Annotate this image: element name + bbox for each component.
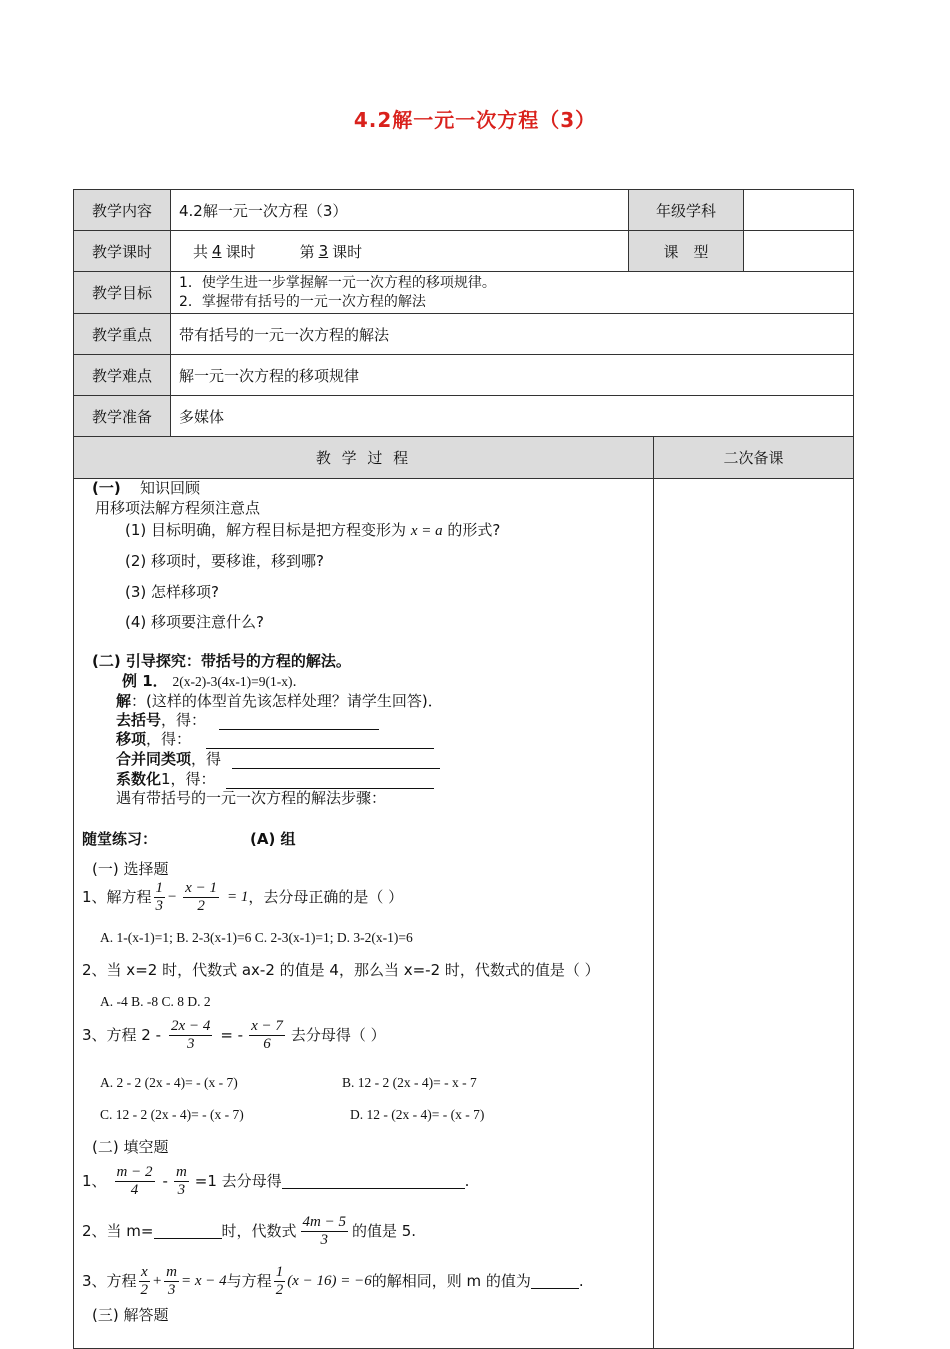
- f3-equation-2: (x − 16) = −6: [287, 1273, 372, 1289]
- hours-value: [171, 231, 628, 271]
- answer-blank[interactable]: [282, 1174, 465, 1189]
- goal-list: [171, 272, 853, 313]
- choice-question-2: 2、当 x=2 时，代数式 ax-2 的值是 4，那么当 x=-2 时，代数式的值是（ ）: [82, 961, 600, 979]
- answer-section-title: (三) 解答题: [92, 1306, 169, 1324]
- focus-label: 教学重点: [74, 314, 171, 354]
- solution-line: [116, 691, 443, 711]
- numerator: m: [166, 1263, 178, 1280]
- f3-plus: +: [152, 1273, 163, 1289]
- answer-blank[interactable]: [531, 1274, 579, 1289]
- hours-total-suffix: 课时: [225, 242, 256, 261]
- answer-blank[interactable]: [226, 774, 434, 789]
- numerator: 1: [155, 879, 164, 896]
- numerator: 4m − 5: [302, 1213, 346, 1230]
- step-coefficient: [116, 769, 434, 789]
- row-content: [74, 190, 853, 231]
- denominator: 6: [263, 1035, 271, 1052]
- fill-question-2: [82, 1211, 416, 1251]
- f3-suffix: 的解相同，则 m 的值为: [371, 1272, 531, 1290]
- f1-end: .: [464, 1172, 470, 1190]
- difficulty-value: 解一元一次方程的移项规律: [179, 366, 360, 385]
- q1-equals: = 1: [226, 889, 249, 905]
- f1-suffix: =1 去分母得: [194, 1172, 282, 1190]
- review-question-3: (3) 怎样移项?: [125, 583, 219, 601]
- solution-label: 解: [116, 692, 132, 710]
- numerator: x − 7: [251, 1017, 283, 1034]
- answer-blank[interactable]: [206, 734, 434, 749]
- f3-middle: 与方程: [226, 1272, 272, 1290]
- hours-current-suffix: 课时: [332, 242, 363, 261]
- step-4-label: 系数化: [116, 770, 162, 788]
- second-prep-header: 二次备课: [723, 449, 784, 467]
- hours-total-prefix: 共: [193, 242, 209, 261]
- grade-value: [743, 190, 853, 230]
- f2-suffix: 的值是 5.: [351, 1222, 417, 1240]
- f1-minus: -: [162, 1172, 168, 1190]
- row-goals: [74, 272, 853, 314]
- solution-text: ：(这样的体型首先该怎样处理？请学生回答)．: [131, 692, 443, 710]
- difficulty-label: 教学难点: [74, 355, 171, 395]
- focus-value: 带有括号的一元一次方程的解法: [179, 325, 390, 344]
- denominator: 2: [275, 1281, 284, 1298]
- hours-current-value: 3: [318, 242, 329, 260]
- review-question-1-math: x = a: [410, 523, 443, 539]
- numerator: x − 1: [185, 879, 217, 896]
- goal-item: 1．使学生进一步掌握解一元一次方程的移项规律。: [179, 274, 496, 291]
- goal-item: 2．掌握带有括号的一元一次方程的解法: [179, 293, 426, 310]
- review-question-2: (2) 移项时，要移谁，移到哪?: [125, 552, 324, 570]
- f3-equation: = x − 4: [181, 1273, 227, 1289]
- numerator: m − 2: [116, 1163, 153, 1180]
- hours-label: 教学课时: [74, 231, 171, 271]
- fill-question-1: [82, 1161, 469, 1201]
- f1-fraction-1: [115, 1164, 155, 1199]
- numerator: x: [140, 1263, 148, 1280]
- page-title: 4.2解一元一次方程（3）: [353, 108, 597, 132]
- review-question-1-end: 的形式?: [447, 521, 501, 539]
- step-transpose: [116, 729, 434, 749]
- section-1-number: (一): [92, 479, 121, 497]
- row-process-header: [74, 437, 853, 479]
- answer-blank[interactable]: [232, 754, 440, 769]
- steps-summary: 遇有带括号的一元一次方程的解法步骤：: [116, 789, 387, 807]
- step-remove-brackets: [116, 710, 379, 730]
- example-1: [122, 671, 306, 692]
- f2-prefix: 2、当 m=: [82, 1222, 154, 1240]
- choice-question-1: [82, 879, 403, 915]
- fill-section-title: (二) 填空题: [92, 1138, 169, 1156]
- row-focus: [74, 314, 853, 355]
- q1-minus: −: [167, 889, 178, 905]
- denominator: 3: [167, 1281, 176, 1298]
- numerator: 2x − 4: [171, 1017, 211, 1034]
- step-3-text: ，得: [191, 750, 222, 768]
- hours-total-value: 4: [212, 242, 222, 260]
- f1-fraction-2: [174, 1164, 189, 1199]
- q1-options: A. 1-(x-1)=1; B. 2-3(x-1)=6 C. 2-3(x-1)=1; D. 3-2(x-1)=6: [100, 930, 413, 945]
- practice-group: (A) 组: [250, 830, 296, 848]
- step-1-label: 去括号: [116, 711, 162, 729]
- content-label: 教学内容: [74, 190, 171, 230]
- row-difficulty: [74, 355, 853, 396]
- example-1-equation: 2(x-2)-3(4x-1)=9(1-x)．: [172, 674, 307, 689]
- fill-question-3: [82, 1261, 584, 1301]
- step-combine: [116, 749, 440, 769]
- section-2-title: (二) 引导探究：带括号的方程的解法。: [92, 652, 351, 670]
- f2-middle: 时，代数式: [221, 1222, 297, 1240]
- second-prep-column[interactable]: [654, 479, 853, 1349]
- process-content: [74, 479, 654, 1349]
- q3-prefix: 3、方程 2 -: [82, 1026, 162, 1044]
- hours-current-prefix: 第: [299, 242, 315, 261]
- review-question-1-text: (1) 目标明确，解方程目标是把方程变形为: [125, 521, 407, 539]
- step-2-text: ，得：: [146, 730, 192, 748]
- q3-option-d: D. 12 - (2x - 4)= - (x - 7): [350, 1107, 485, 1122]
- denominator: 3: [186, 1035, 195, 1052]
- section-1-intro: 用移项法解方程须注意点: [95, 499, 261, 517]
- grade-label: 年级学科: [628, 190, 743, 230]
- denominator: 2: [197, 897, 205, 914]
- f3-fraction-3: [274, 1264, 286, 1299]
- row-hours: [74, 231, 853, 272]
- numerator: m: [175, 1163, 187, 1180]
- q3-fraction-2: [249, 1018, 285, 1053]
- q3-suffix: 去分母得（ ）: [290, 1026, 386, 1044]
- practice-label: 随堂练习：: [82, 830, 158, 848]
- row-prep: [74, 396, 853, 437]
- f2-fraction: [301, 1214, 348, 1249]
- step-4-text: 1，得：: [161, 770, 216, 788]
- denominator: 4: [130, 1181, 139, 1198]
- review-question-1: [125, 520, 500, 541]
- q3-option-b: B. 12 - 2 (2x - 4)= - x - 7: [342, 1075, 477, 1090]
- answer-blank[interactable]: [154, 1224, 222, 1239]
- f3-fraction-2: [164, 1264, 179, 1299]
- q3-equals: = -: [220, 1026, 244, 1044]
- choice-question-3: [82, 1015, 386, 1055]
- answer-blank[interactable]: [219, 715, 379, 730]
- denominator: 3: [177, 1181, 186, 1198]
- q1-suffix: ，去分母正确的是（ ）: [248, 888, 404, 906]
- q3-option-a: A. 2 - 2 (2x - 4)= - (x - 7): [100, 1075, 238, 1090]
- f3-end: .: [578, 1272, 584, 1290]
- process-header: 教 学 过 程: [74, 437, 654, 478]
- type-label: 课 型: [628, 231, 743, 271]
- step-3-label: 合并同类项: [116, 750, 192, 768]
- denominator: 3: [155, 897, 164, 914]
- review-question-4: (4) 移项要注意什么?: [125, 613, 264, 631]
- denominator: 2: [140, 1281, 149, 1298]
- step-2-label: 移项: [116, 730, 147, 748]
- goal-label: 教学目标: [74, 272, 171, 313]
- numerator: 1: [275, 1263, 284, 1280]
- f3-prefix: 3、方程: [82, 1272, 137, 1290]
- q1-prefix: 1、解方程: [82, 888, 152, 906]
- section-1-title: 知识回顾: [140, 479, 201, 497]
- choice-section-title: (一) 选择题: [92, 860, 169, 878]
- q1-fraction-1: [154, 880, 166, 915]
- step-1-text: ，得：: [161, 711, 207, 729]
- denominator: 3: [320, 1231, 328, 1248]
- q3-option-c: C. 12 - 2 (2x - 4)= - (x - 7): [100, 1107, 244, 1122]
- f1-prefix: 1、: [82, 1172, 107, 1190]
- example-1-label: 例 1．: [122, 672, 168, 690]
- q3-fraction-1: [169, 1018, 212, 1053]
- content-value: 4.2解一元一次方程（3）: [179, 201, 348, 220]
- lesson-plan-table: [73, 189, 854, 1349]
- q2-options: A. -4 B. -8 C. 8 D. 2: [100, 994, 211, 1009]
- prep-label: 教学准备: [74, 396, 171, 436]
- prep-value: 多媒体: [179, 407, 225, 426]
- q1-fraction-2: [183, 880, 219, 915]
- type-value: [743, 231, 853, 271]
- f3-fraction-1: [139, 1264, 151, 1299]
